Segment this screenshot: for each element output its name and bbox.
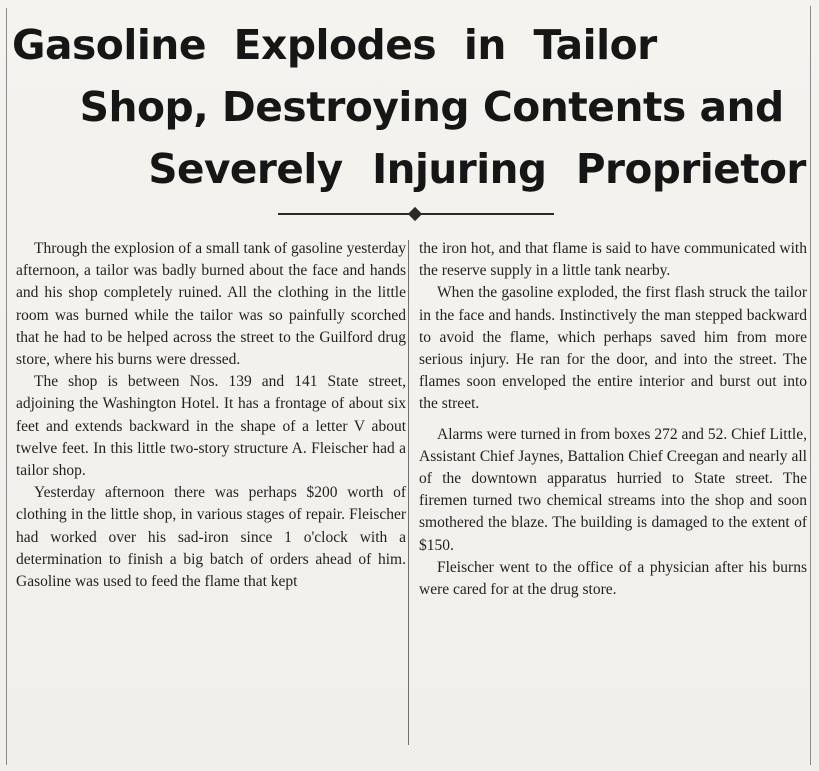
paragraph-continued: the iron hot, and that flame is said to have communicated with the reserve supply in a little tank nearby. (419, 240, 807, 280)
column-divider (408, 240, 409, 745)
article-column-right (419, 238, 807, 601)
paragraph-yesterday: Yesterday afternoon there was perhaps $200 worth of clothing in the little shop, in various stages of repair. Fleischer had worked over his sad-iron since 1 o'clock with a determination to finish a big batch of orders ahead of him. Gasoline was used to feed the flame that kept (16, 484, 406, 591)
paragraph-alarms: Alarms were turned in from boxes 272 and 52. Chief Little, Assistant Chief Jaynes, Battalion Chief Creegan and nearly all of the downtown apparatus hurried to State street. The firemen turned two chemical streams into the shop and soon smothered the blaze. The building is damaged to the extent of $150. (419, 425, 807, 554)
paragraph-gasoline-exploded: When the gasoline exploded, the first flash struck the tailor in the face and hands. Instinctively the man stepped backward to avoid the flame, which perhaps saved him from more serious injury. He ran for the door, and into the street. The flames soon enveloped the entire interior and burst out into the street. (419, 284, 807, 413)
paragraph-shop-location: The shop is between Nos. 139 and 141 State street, adjoining the Washington Hotel. It has a frontage of about six feet and extends backward in the shape of a letter V about twelve feet. In this little two-story structure A. Fleischer had a tailor shop. (16, 373, 406, 480)
paragraph-explosion: Through the explosion of a small tank of gasoline yesterday afternoon, a tailor was badly burned about the face and hands and his shop completely ruined. All the clothing in the little room was burned while the tailor was so painfully scorched that he had to be helped across the street to the Guilford drug store, where his burns were dressed. (16, 240, 406, 369)
paragraph-physician: Fleischer went to the office of a physician after his burns were cared for at the drug store. (419, 558, 807, 599)
headline-line-3: Severely Injuring Proprietor (148, 145, 806, 193)
headline-line-1: Gasoline Explodes in Tailor (12, 21, 657, 69)
article-headline (12, 14, 812, 200)
divider-ornament-icon (408, 207, 422, 221)
headline-line-2: Shop, Destroying Contents and (79, 83, 784, 131)
article-column-left (16, 238, 406, 593)
clipping-left-edge (6, 8, 7, 765)
